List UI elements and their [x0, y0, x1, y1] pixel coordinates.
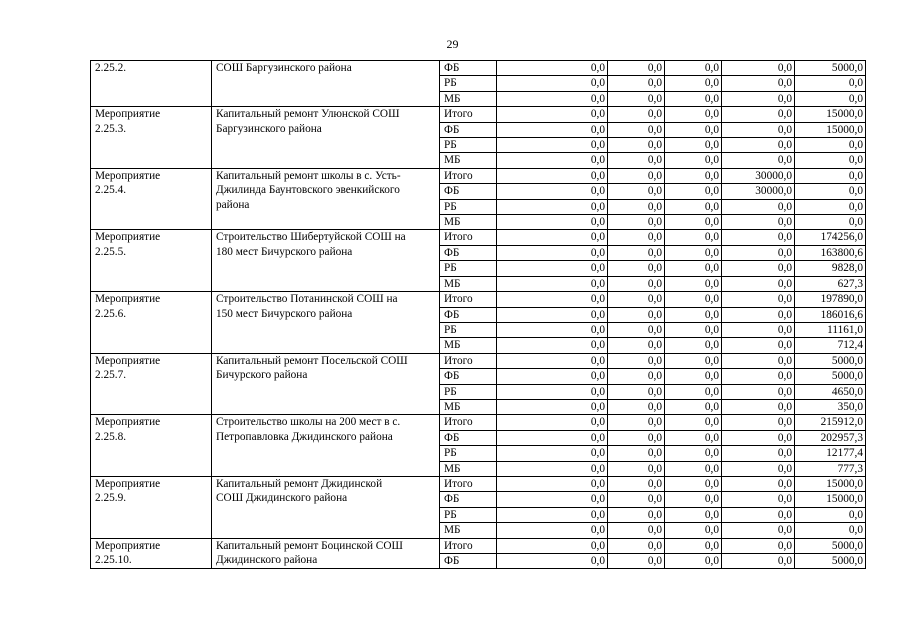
amount-cell: 0,0 [497, 538, 608, 553]
amount-cell: 0,0 [497, 523, 608, 538]
amount-cell: 0,0 [497, 76, 608, 91]
amount-cell: 197890,0 [795, 292, 866, 307]
amount-cell: 0,0 [497, 184, 608, 199]
amount-cell: 0,0 [497, 168, 608, 183]
amount-cell: 0,0 [665, 61, 722, 76]
funding-source: МБ [440, 338, 497, 353]
amount-cell: 0,0 [665, 245, 722, 260]
activity-code-cell [91, 230, 212, 292]
amount-cell: 15000,0 [795, 122, 866, 137]
activity-name: Джилинда Баунтовского эвенкийского [216, 184, 400, 197]
amount-cell: 0,0 [497, 122, 608, 137]
funding-source: ФБ [440, 245, 497, 260]
amount-cell: 163800,6 [795, 245, 866, 260]
activity-name-cell [212, 538, 440, 569]
activity-code: 2.25.7. [95, 369, 127, 382]
activity-name: Строительство школы на 200 мест в с. [216, 416, 401, 429]
activity-code: 2.25.5. [95, 245, 127, 258]
amount-cell: 0,0 [608, 322, 665, 337]
activity-code-cell [91, 61, 212, 107]
activity-code-cell [91, 353, 212, 415]
amount-cell: 0,0 [795, 168, 866, 183]
amount-cell: 0,0 [665, 122, 722, 137]
activity-code: Мероприятие [95, 293, 161, 306]
activity-code: Мероприятие [95, 539, 161, 552]
amount-cell: 0,0 [722, 415, 795, 430]
activity-name: Баргузинского района [216, 122, 322, 135]
amount-cell: 0,0 [722, 507, 795, 522]
amount-cell: 0,0 [722, 230, 795, 245]
amount-cell: 0,0 [497, 307, 608, 322]
activity-name-cell [212, 353, 440, 415]
amount-cell: 0,0 [665, 292, 722, 307]
amount-cell: 0,0 [722, 369, 795, 384]
amount-cell: 0,0 [722, 322, 795, 337]
amount-cell: 30000,0 [722, 184, 795, 199]
amount-cell: 0,0 [722, 538, 795, 553]
amount-cell: 0,0 [665, 307, 722, 322]
amount-cell: 0,0 [497, 276, 608, 291]
amount-cell: 0,0 [795, 153, 866, 168]
funding-source: РБ [440, 507, 497, 522]
amount-cell: 0,0 [608, 122, 665, 137]
amount-cell: 0,0 [497, 476, 608, 491]
amount-cell: 0,0 [665, 384, 722, 399]
activity-code: Мероприятие [95, 416, 161, 429]
amount-cell: 0,0 [722, 153, 795, 168]
amount-cell: 0,0 [497, 261, 608, 276]
amount-cell: 0,0 [497, 215, 608, 230]
amount-cell: 0,0 [722, 215, 795, 230]
table-row [91, 107, 866, 122]
funding-source: ФБ [440, 122, 497, 137]
activity-code-cell [91, 538, 212, 569]
amount-cell: 0,0 [665, 353, 722, 368]
amount-cell: 4650,0 [795, 384, 866, 399]
amount-cell: 202957,3 [795, 430, 866, 445]
funding-source: Итого [440, 353, 497, 368]
table-row [91, 292, 866, 307]
amount-cell: 0,0 [608, 353, 665, 368]
amount-cell: 0,0 [608, 153, 665, 168]
amount-cell: 15000,0 [795, 492, 866, 507]
amount-cell: 0,0 [608, 415, 665, 430]
activity-name-cell [212, 107, 440, 169]
amount-cell: 0,0 [497, 554, 608, 569]
amount-cell: 0,0 [608, 338, 665, 353]
amount-cell: 0,0 [608, 307, 665, 322]
amount-cell: 0,0 [665, 107, 722, 122]
activity-name: района [216, 198, 250, 211]
amount-cell: 0,0 [497, 199, 608, 214]
funding-source: Итого [440, 168, 497, 183]
amount-cell: 0,0 [722, 199, 795, 214]
amount-cell: 0,0 [497, 446, 608, 461]
amount-cell: 5000,0 [795, 538, 866, 553]
activity-code: Мероприятие [95, 477, 161, 490]
funding-source: РБ [440, 261, 497, 276]
amount-cell: 9828,0 [795, 261, 866, 276]
amount-cell: 0,0 [608, 292, 665, 307]
amount-cell: 712,4 [795, 338, 866, 353]
funding-source: ФБ [440, 369, 497, 384]
amount-cell: 0,0 [722, 138, 795, 153]
amount-cell: 0,0 [665, 138, 722, 153]
activity-name: Капитальный ремонт Посельской СОШ [216, 354, 408, 367]
amount-cell: 0,0 [608, 91, 665, 106]
amount-cell: 0,0 [608, 138, 665, 153]
amount-cell: 0,0 [795, 199, 866, 214]
activity-code: 2.25.10. [95, 554, 132, 566]
amount-cell: 5000,0 [795, 353, 866, 368]
activity-code: Мероприятие [95, 108, 161, 121]
amount-cell: 0,0 [665, 554, 722, 569]
table-row [91, 476, 866, 491]
amount-cell: 0,0 [497, 322, 608, 337]
table-row [91, 415, 866, 430]
amount-cell: 0,0 [665, 322, 722, 337]
amount-cell: 0,0 [665, 399, 722, 414]
amount-cell: 0,0 [608, 523, 665, 538]
activity-name-cell [212, 61, 440, 107]
amount-cell: 0,0 [722, 292, 795, 307]
amount-cell: 777,3 [795, 461, 866, 476]
amount-cell: 0,0 [497, 230, 608, 245]
amount-cell: 0,0 [795, 138, 866, 153]
amount-cell: 0,0 [665, 461, 722, 476]
activity-code-cell [91, 476, 212, 538]
amount-cell: 0,0 [497, 292, 608, 307]
amount-cell: 0,0 [608, 461, 665, 476]
amount-cell: 0,0 [608, 369, 665, 384]
amount-cell: 0,0 [795, 76, 866, 91]
amount-cell: 0,0 [608, 476, 665, 491]
amount-cell: 0,0 [497, 492, 608, 507]
amount-cell: 0,0 [608, 107, 665, 122]
amount-cell: 0,0 [665, 91, 722, 106]
funding-source: Итого [440, 107, 497, 122]
activity-name-cell [212, 230, 440, 292]
funding-source: МБ [440, 153, 497, 168]
activity-name: Строительство Потанинской СОШ на [216, 293, 398, 306]
amount-cell: 0,0 [497, 91, 608, 106]
activity-name: СОШ Баргузинского района [216, 62, 352, 74]
amount-cell: 12177,4 [795, 446, 866, 461]
activity-code: Мероприятие [95, 354, 161, 367]
amount-cell: 0,0 [608, 399, 665, 414]
amount-cell: 0,0 [665, 446, 722, 461]
activity-name: Джидинского района [216, 554, 318, 566]
funding-source: ФБ [440, 61, 497, 76]
amount-cell: 0,0 [665, 153, 722, 168]
funding-source: ФБ [440, 307, 497, 322]
amount-cell: 15000,0 [795, 107, 866, 122]
funding-source: МБ [440, 276, 497, 291]
amount-cell: 0,0 [722, 261, 795, 276]
funding-source: МБ [440, 461, 497, 476]
amount-cell: 0,0 [608, 215, 665, 230]
activity-code-cell [91, 107, 212, 169]
activity-code: 2.25.3. [95, 122, 127, 135]
amount-cell: 15000,0 [795, 476, 866, 491]
amount-cell: 0,0 [722, 353, 795, 368]
amount-cell: 186016,6 [795, 307, 866, 322]
amount-cell: 0,0 [722, 523, 795, 538]
amount-cell: 0,0 [722, 107, 795, 122]
amount-cell: 0,0 [608, 199, 665, 214]
amount-cell: 0,0 [608, 61, 665, 76]
amount-cell: 0,0 [795, 184, 866, 199]
funding-source: ФБ [440, 492, 497, 507]
funding-source: Итого [440, 538, 497, 553]
funding-source: ФБ [440, 554, 497, 569]
amount-cell: 0,0 [722, 338, 795, 353]
page-number: 29 [446, 37, 459, 51]
amount-cell: 0,0 [795, 507, 866, 522]
amount-cell: 0,0 [722, 554, 795, 569]
activity-name: Бичурского района [216, 369, 308, 382]
amount-cell: 0,0 [795, 523, 866, 538]
amount-cell: 0,0 [608, 384, 665, 399]
funding-source: МБ [440, 215, 497, 230]
activity-code-cell [91, 415, 212, 477]
amount-cell: 0,0 [722, 122, 795, 137]
funding-source: Итого [440, 230, 497, 245]
amount-cell: 0,0 [665, 276, 722, 291]
amount-cell: 0,0 [665, 199, 722, 214]
amount-cell: 0,0 [497, 153, 608, 168]
funding-source: МБ [440, 399, 497, 414]
amount-cell: 5000,0 [795, 369, 866, 384]
amount-cell: 0,0 [665, 369, 722, 384]
amount-cell: 0,0 [722, 492, 795, 507]
activity-name: СОШ Джидинского района [216, 492, 348, 505]
amount-cell: 350,0 [795, 399, 866, 414]
activity-code: Мероприятие [95, 169, 161, 182]
funding-source: Итого [440, 292, 497, 307]
activity-code-cell [91, 292, 212, 354]
amount-cell: 0,0 [795, 91, 866, 106]
table-row [91, 230, 866, 245]
amount-cell: 0,0 [497, 338, 608, 353]
activity-name: Капитальный ремонт Джидинской [216, 477, 383, 490]
activity-code: 2.25.2. [95, 62, 127, 74]
amount-cell: 0,0 [497, 138, 608, 153]
activity-code: 2.25.8. [95, 430, 127, 443]
funding-source: РБ [440, 322, 497, 337]
budget-table [90, 60, 866, 569]
amount-cell: 0,0 [608, 492, 665, 507]
amount-cell: 0,0 [497, 399, 608, 414]
funding-source: МБ [440, 523, 497, 538]
activity-name: Строительство Шибертуйской СОШ на [216, 231, 406, 244]
activity-name-cell [212, 292, 440, 354]
amount-cell: 627,3 [795, 276, 866, 291]
funding-source: РБ [440, 76, 497, 91]
activity-code: 2.25.4. [95, 184, 127, 197]
funding-source: ФБ [440, 430, 497, 445]
amount-cell: 0,0 [608, 538, 665, 553]
amount-cell: 0,0 [722, 307, 795, 322]
amount-cell: 0,0 [665, 415, 722, 430]
amount-cell: 0,0 [665, 338, 722, 353]
activity-code-cell [91, 168, 212, 230]
activity-name-cell [212, 415, 440, 477]
amount-cell: 0,0 [665, 492, 722, 507]
amount-cell: 215912,0 [795, 415, 866, 430]
funding-source: ФБ [440, 184, 497, 199]
amount-cell: 0,0 [665, 507, 722, 522]
amount-cell: 0,0 [795, 215, 866, 230]
funding-source: РБ [440, 199, 497, 214]
activity-name-cell [212, 476, 440, 538]
amount-cell: 0,0 [722, 461, 795, 476]
amount-cell: 0,0 [665, 76, 722, 91]
amount-cell: 0,0 [722, 446, 795, 461]
amount-cell: 0,0 [608, 261, 665, 276]
amount-cell: 0,0 [608, 446, 665, 461]
amount-cell: 0,0 [497, 415, 608, 430]
amount-cell: 0,0 [608, 168, 665, 183]
amount-cell: 0,0 [497, 107, 608, 122]
amount-cell: 0,0 [608, 554, 665, 569]
amount-cell: 0,0 [497, 369, 608, 384]
amount-cell: 0,0 [497, 384, 608, 399]
activity-code: Мероприятие [95, 231, 161, 244]
table-row [91, 538, 866, 553]
activity-name: Петропавловка Джидинского района [216, 430, 393, 443]
funding-source: РБ [440, 138, 497, 153]
amount-cell: 0,0 [722, 430, 795, 445]
amount-cell: 0,0 [608, 276, 665, 291]
amount-cell: 0,0 [497, 61, 608, 76]
funding-source: Итого [440, 415, 497, 430]
table-row [91, 61, 866, 76]
activity-name: 150 мест Бичурского района [216, 307, 353, 320]
amount-cell: 0,0 [608, 230, 665, 245]
amount-cell: 0,0 [665, 230, 722, 245]
table-row [91, 168, 866, 183]
activity-code: 2.25.9. [95, 492, 127, 505]
funding-source: МБ [440, 91, 497, 106]
amount-cell: 0,0 [665, 215, 722, 230]
activity-name: Капитальный ремонт Боцинской СОШ [216, 539, 403, 552]
amount-cell: 0,0 [665, 261, 722, 276]
amount-cell: 0,0 [665, 168, 722, 183]
funding-source: РБ [440, 384, 497, 399]
amount-cell: 0,0 [497, 507, 608, 522]
amount-cell: 0,0 [665, 184, 722, 199]
amount-cell: 0,0 [722, 384, 795, 399]
activity-name: 180 мест Бичурского района [216, 245, 353, 258]
amount-cell: 0,0 [497, 430, 608, 445]
amount-cell: 0,0 [608, 245, 665, 260]
amount-cell: 0,0 [665, 523, 722, 538]
amount-cell: 0,0 [722, 399, 795, 414]
amount-cell: 30000,0 [722, 168, 795, 183]
amount-cell: 5000,0 [795, 61, 866, 76]
amount-cell: 0,0 [722, 91, 795, 106]
activity-code: 2.25.6. [95, 307, 127, 320]
amount-cell: 0,0 [722, 245, 795, 260]
amount-cell: 0,0 [608, 430, 665, 445]
amount-cell: 0,0 [497, 353, 608, 368]
amount-cell: 0,0 [722, 276, 795, 291]
amount-cell: 0,0 [722, 476, 795, 491]
amount-cell: 0,0 [722, 76, 795, 91]
funding-source: РБ [440, 446, 497, 461]
amount-cell: 0,0 [665, 476, 722, 491]
amount-cell: 174256,0 [795, 230, 866, 245]
amount-cell: 0,0 [608, 76, 665, 91]
amount-cell: 11161,0 [795, 322, 866, 337]
amount-cell: 0,0 [608, 507, 665, 522]
funding-source: Итого [440, 476, 497, 491]
activity-name: Капитальный ремонт школы в с. Усть- [216, 169, 401, 182]
amount-cell: 0,0 [608, 184, 665, 199]
amount-cell: 0,0 [665, 538, 722, 553]
amount-cell: 0,0 [665, 430, 722, 445]
amount-cell: 0,0 [497, 461, 608, 476]
amount-cell: 0,0 [722, 61, 795, 76]
amount-cell: 5000,0 [795, 554, 866, 569]
activity-name: Капитальный ремонт Улюнской СОШ [216, 108, 400, 121]
activity-name-cell [212, 168, 440, 230]
table-row [91, 353, 866, 368]
amount-cell: 0,0 [497, 245, 608, 260]
